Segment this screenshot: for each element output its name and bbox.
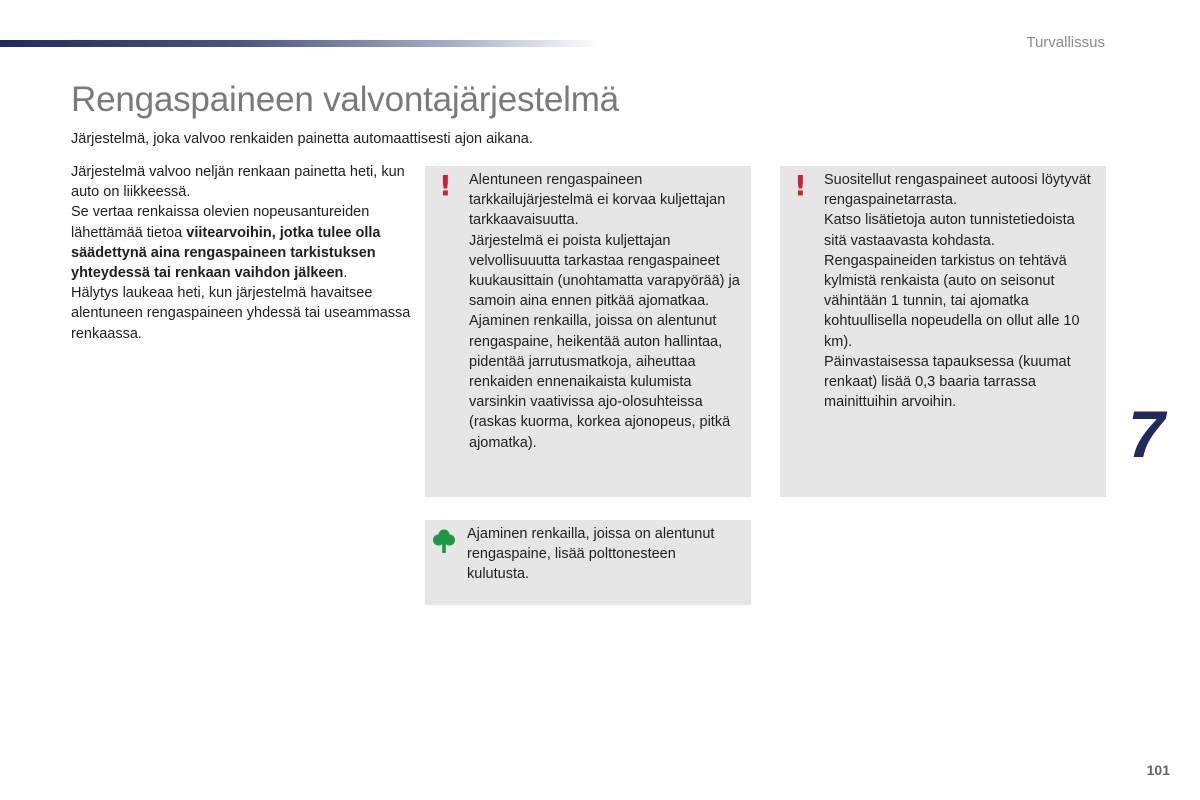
section-title: Turvallissus [1026, 34, 1105, 51]
body-text-column [71, 162, 411, 344]
warning-2-paragraph-1: Suositellut rengaspaineet autoosi löytyvät rengaspainetarrasta. [824, 172, 1091, 209]
body-paragraph-2-bold: viitearvoihin, jotka tulee olla säädettynä aina rengaspaineen tarkistuksen yhteydessä tai renkaan vaihdon jälkeen [71, 224, 381, 282]
exclamation-icon: ! [439, 169, 452, 202]
warning-2-paragraph-2: Katso lisätietoja auton tunnistetiedoista sitä vastaavasta kohdasta. [824, 212, 1075, 249]
body-paragraph-2-text: Se vertaa renkaissa olevien nopeusantureiden lähettämää tietoa [71, 204, 370, 241]
body-paragraph-1: Järjestelmä valvoo neljän renkaan painetta heti, kun auto on liikkeessä. [71, 164, 405, 201]
page-number: 101 [1146, 762, 1170, 778]
body-paragraph-2-end: . [343, 265, 348, 282]
body-paragraph-3: Hälytys laukeaa heti, kun järjestelmä havaitsee alentuneen rengaspaineen yhdessä tai useammassa renkaassa. [71, 285, 411, 342]
eco-note-text: Ajaminen renkailla, joissa on alentunut rengaspaine, lisää polttonesteen kulutusta. [467, 526, 715, 583]
warning-box-1-text [469, 170, 745, 453]
warning-2-paragraph-3: Rengaspaineiden tarkistus on tehtävä kylmistä renkaista (auto on seisonut vähintään 1 tunnin, tai ajomatka kohtuullisella nopeudella on ollut alle 10 km). [824, 252, 1080, 350]
chapter-number: 7 [1128, 397, 1165, 471]
warning-1-paragraph-2: Järjestelmä ei poista kuljettajan velvollisuuutta tarkastaa rengaspaineet kuukausittain (unohtamatta varapyörää) ja samoin aina ennen pitkää ajomatkaa. [469, 232, 740, 310]
warning-box-2 [780, 166, 1106, 497]
warning-1-paragraph-1: Alentuneen rengaspaineen tarkkailujärjestelmä ei korvaa kuljettajan tarkkaavaisuutta. [469, 172, 726, 229]
warning-2-paragraph-4: Päinvastaisessa tapauksessa (kuumat renkaat) lisää 0,3 baaria tarrassa mainittuihin arvoihin. [824, 353, 1071, 411]
page-subtitle: Järjestelmä, joka valvoo renkaiden painetta automaattisesti ajon aikana. [71, 131, 533, 147]
warning-1-paragraph-3: Ajaminen renkailla, joissa on alentunut rengaspaine, heikentää auton hallintaa, pidentää jarrutusmatkoja, aiheuttaa renkaiden ennenaikaista kulumista varsinkin vaativissa ajo-olosuhteissa (raskas kuorma, korkea ajonopeus, pitkä ajomatka). [469, 313, 731, 451]
warning-box-2-text [824, 170, 1100, 412]
header-accent-bar [0, 40, 600, 47]
tree-icon [433, 528, 455, 554]
eco-note-box [425, 520, 751, 605]
page-title: Rengaspaineen valvontajärjestelmä [71, 80, 619, 119]
exclamation-icon: ! [794, 169, 807, 202]
warning-box-1 [425, 166, 751, 497]
body-paragraph-2 [71, 202, 411, 283]
